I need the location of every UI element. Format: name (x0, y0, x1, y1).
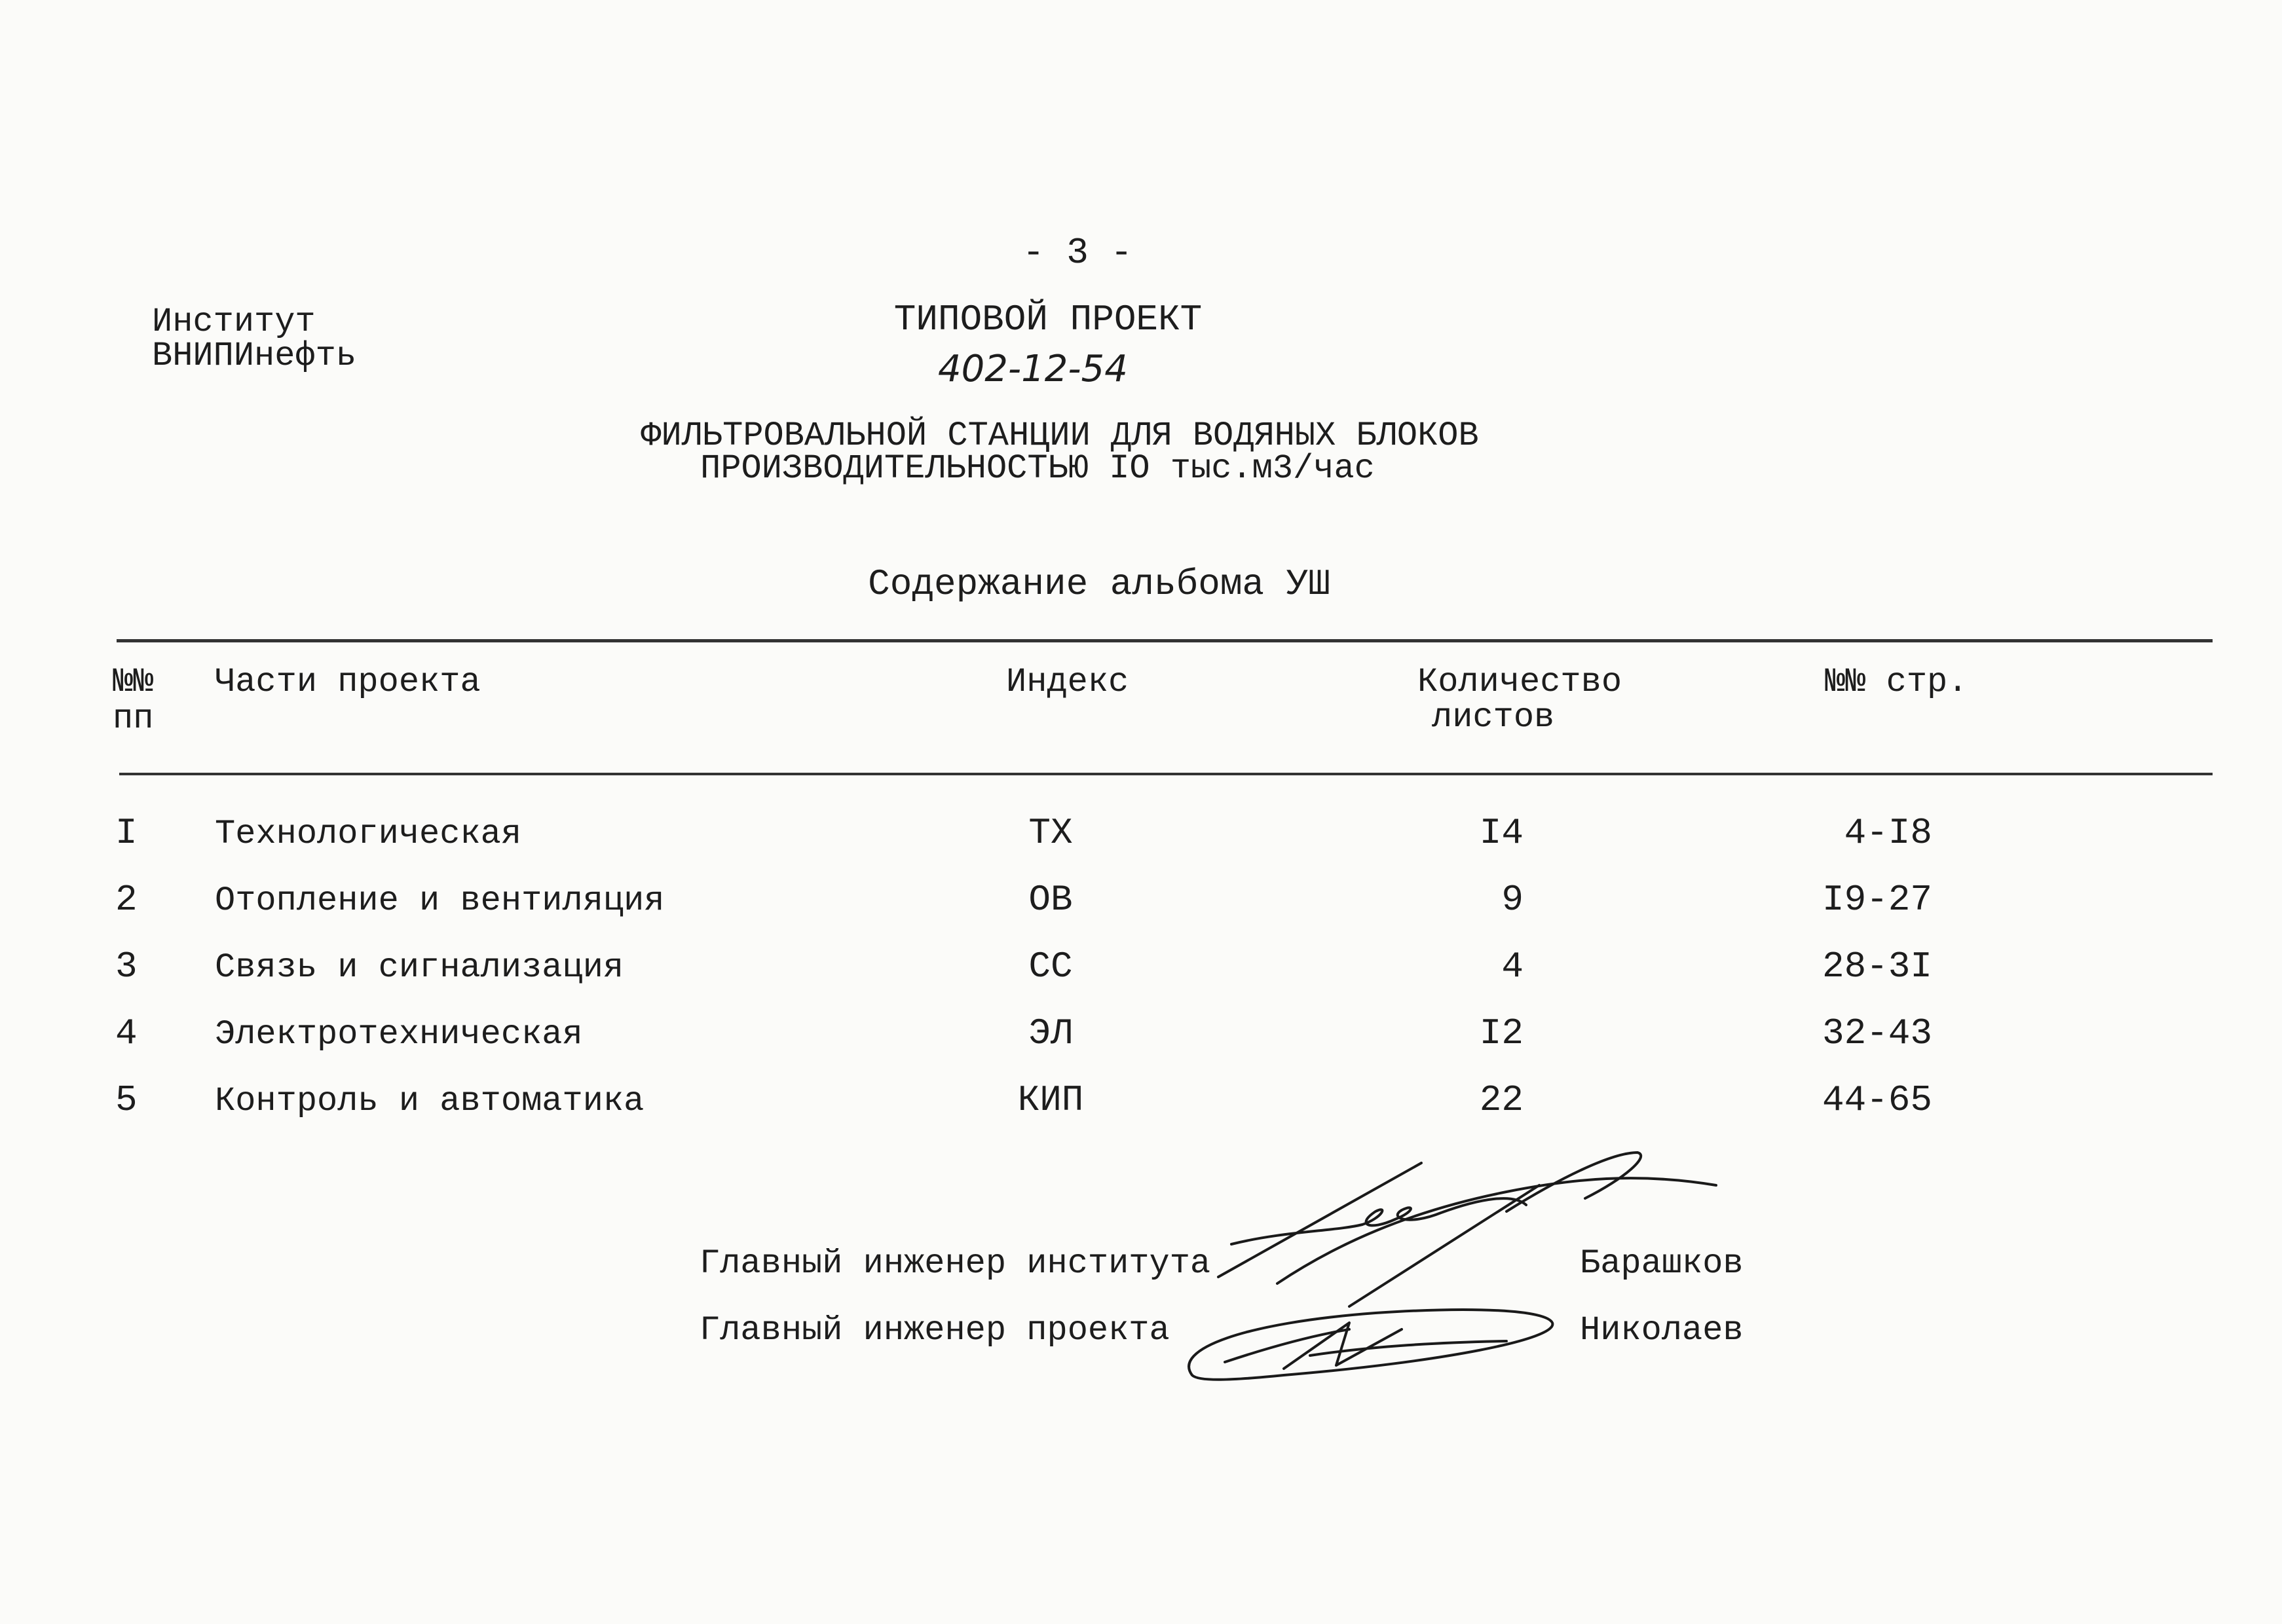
header-sheets-line2: листов (1432, 698, 1555, 737)
row-index: КИП (1017, 1079, 1084, 1121)
row-sheets: 4 (1501, 946, 1524, 987)
row-pages: 44-65 (1822, 1079, 1932, 1121)
header-num-line1: №№ (113, 663, 154, 701)
row-part: Технологическая (215, 815, 522, 853)
project-type-label: ТИПОВОЙ ПРОЕКТ (893, 299, 1203, 341)
signature-name-barashkov: Барашков (1580, 1244, 1744, 1283)
page-number: - 3 - (1022, 232, 1133, 274)
contents-title: Содержание альбома УШ (868, 563, 1330, 605)
project-number: 402-12-54 (938, 348, 1128, 390)
signature-role-chief-engineer-institute: Главный инженер института (700, 1244, 1211, 1283)
signature-role-chief-engineer-project: Главный инженер проекта (700, 1311, 1170, 1350)
row-num: 3 (115, 946, 138, 987)
header-sheets-line1: Количество (1417, 663, 1622, 701)
row-part: Отопление и вентиляция (215, 881, 665, 920)
row-index: ЭЛ (1028, 1012, 1073, 1054)
project-title-line2: ПРОИЗВОДИТЕЛЬНОСТЬЮ IO тыс.м3/час (700, 449, 1375, 488)
signature-barashkov-scribble (1218, 1153, 1716, 1306)
row-sheets: I4 (1479, 812, 1524, 854)
row-num: 5 (115, 1079, 138, 1121)
row-part: Электротехническая (215, 1015, 583, 1054)
header-part: Части проекта (215, 663, 481, 701)
row-sheets: I2 (1479, 1012, 1524, 1054)
row-index: СС (1028, 946, 1073, 987)
row-part: Связь и сигнализация (215, 948, 624, 987)
row-num: 4 (115, 1012, 138, 1054)
row-sheets: 22 (1479, 1079, 1524, 1121)
row-num: I (115, 812, 138, 854)
row-sheets: 9 (1501, 879, 1524, 921)
row-pages: 32-43 (1822, 1012, 1932, 1054)
row-index: ОВ (1028, 879, 1073, 921)
row-pages: 28-3I (1822, 946, 1932, 987)
institute-line1: Институт (152, 303, 316, 341)
header-index: Индекс (1006, 663, 1129, 701)
signature-name-nikolaev: Николаев (1580, 1311, 1744, 1350)
signature-nikolaev-scribble (1189, 1310, 1552, 1380)
header-num-line2: пп (113, 699, 154, 738)
row-index: ТХ (1028, 812, 1073, 854)
project-title-line1: ФИЛЬТРОВАЛЬНОЙ СТАНЦИИ ДЛЯ ВОДЯНЫХ БЛОКОВ (641, 416, 1479, 455)
row-pages: 4-I8 (1844, 812, 1932, 854)
header-pages: №№ стр. (1825, 663, 1968, 701)
row-pages: I9-27 (1822, 879, 1932, 921)
row-num: 2 (115, 879, 138, 921)
row-part: Контроль и автоматика (215, 1082, 645, 1120)
institute-line2: ВНИПИнефть (152, 337, 357, 375)
